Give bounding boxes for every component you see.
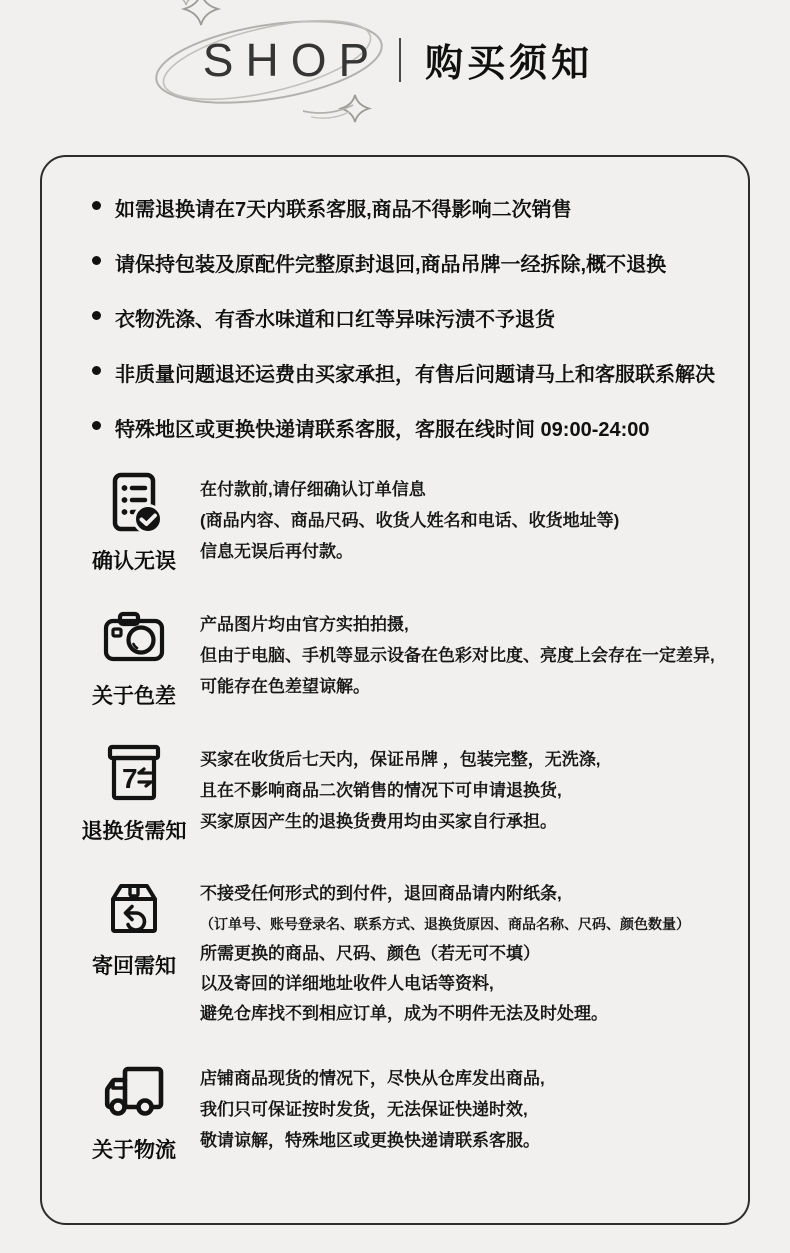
section-text-line: 但由于电脑、手机等显示设备在色彩对比度、亮度上会存在一定差异, <box>200 646 715 665</box>
notice-sections <box>68 470 722 1164</box>
bullet-dot <box>92 201 101 210</box>
bullet-dot <box>92 366 101 375</box>
section-title: 退换货需知 <box>81 820 187 843</box>
sparkle-star-icon <box>184 0 218 25</box>
bullet-dot <box>92 311 101 320</box>
bullet-dot <box>92 256 101 265</box>
section-title: 寄回需知 <box>92 955 176 978</box>
notice-section <box>68 605 722 710</box>
camera-icon <box>101 605 167 671</box>
calendar-7-exchange-icon <box>101 740 167 806</box>
header-divider <box>399 38 401 82</box>
policy-bullet-item <box>92 248 722 277</box>
policy-bullet-text: 非质量问题退还运费由买家承担，有售后问题请马上和客服联系解决 <box>115 364 715 386</box>
sparkle-star-icon <box>178 0 194 5</box>
section-icon-slot <box>101 875 167 941</box>
section-text-line: 以及寄回的详细地址收件人电话等资料, <box>200 974 494 993</box>
brand-text: SHOP <box>202 33 382 86</box>
section-icon-column <box>68 605 200 710</box>
section-text-line: (商品内容、商品尺码、收货人姓名和电话、收货地址等) <box>200 511 620 530</box>
sparkle-star-icon <box>341 95 369 122</box>
icon-text: 7 <box>122 763 138 794</box>
section-text-line: 且在不影响商品二次销售的情况下可申请退换货, <box>200 781 562 800</box>
checklist-check-icon <box>101 470 167 536</box>
policy-bullet-text: 请保持包装及原配件完整原封退回,商品吊牌一经拆除,概不退换 <box>115 254 667 276</box>
section-text-column <box>200 1059 722 1164</box>
section-icon-column <box>68 875 200 1029</box>
section-text-column <box>200 740 722 845</box>
delivery-truck-icon <box>101 1059 167 1125</box>
section-text-column <box>200 875 722 1029</box>
section-icon-column <box>68 740 200 845</box>
notice-section <box>68 470 722 575</box>
policy-bullet-item <box>92 413 722 442</box>
section-icon-slot <box>101 1059 167 1125</box>
section-text-line: 店铺商品现货的情况下，尽快从仓库发出商品, <box>200 1069 545 1088</box>
section-title: 关于物流 <box>92 1139 176 1162</box>
section-text-line: 所需更换的商品、尺码、颜色（若无可不填） <box>200 944 540 963</box>
brand-logo <box>197 33 387 87</box>
policy-bullet-text: 特殊地区或更换快递请联系客服，客服在线时间 09:00-24:00 <box>115 419 650 441</box>
section-text-column <box>200 605 722 710</box>
section-icon-slot <box>101 470 167 536</box>
section-title: 确认无误 <box>92 550 176 573</box>
policy-bullet-text: 衣物洗涤、有香水味道和口红等异味污渍不予退货 <box>115 309 555 331</box>
section-text-line: 信息无误后再付款。 <box>200 542 353 561</box>
section-text-column <box>200 470 722 575</box>
purchase-notice-panel <box>40 155 750 1225</box>
section-text-line: 我们只可保证按时发货，无法保证快递时效, <box>200 1100 528 1119</box>
section-icon-column <box>68 1059 200 1164</box>
section-text-line: （订单号、账号登录名、联系方式、退换货原因、商品名称、尺码、颜色数量） <box>200 916 690 932</box>
section-title: 关于色差 <box>92 685 176 708</box>
policy-bullet-item <box>92 193 722 222</box>
section-text-line: 产品图片均由官方实拍拍摄, <box>200 615 409 634</box>
section-text-line: 可能存在色差望谅解。 <box>200 677 370 696</box>
section-text-line: 不接受任何形式的到付件，退回商品请内附纸条, <box>200 884 562 903</box>
section-icon-column <box>68 470 200 575</box>
page-header <box>0 0 790 155</box>
notice-section <box>68 875 722 1029</box>
section-text-line: 避免仓库找不到相应订单，成为不明件无法及时处理。 <box>200 1004 608 1023</box>
notice-section <box>68 1059 722 1164</box>
section-text-line: 在付款前,请仔细确认订单信息 <box>200 480 426 499</box>
section-text-line: 敬请谅解，特殊地区或更换快递请联系客服。 <box>200 1131 540 1150</box>
section-text-line: 买家在收货后七天内，保证吊牌 ，包装完整，无洗涤, <box>200 750 601 769</box>
policy-bullet-item <box>92 358 722 387</box>
policy-bullet-text: 如需退换请在7天内联系客服,商品不得影响二次销售 <box>115 199 572 221</box>
policy-bullet-item <box>92 303 722 332</box>
return-box-icon <box>101 875 167 941</box>
page-title: 购买须知 <box>425 43 594 85</box>
notice-section <box>68 740 722 845</box>
policy-bullet-list <box>68 191 722 442</box>
section-text-line: 买家原因产生的退换货费用均由买家自行承担。 <box>200 812 557 831</box>
section-icon-slot <box>101 605 167 671</box>
section-icon-slot <box>101 740 167 806</box>
bullet-dot <box>92 421 101 430</box>
